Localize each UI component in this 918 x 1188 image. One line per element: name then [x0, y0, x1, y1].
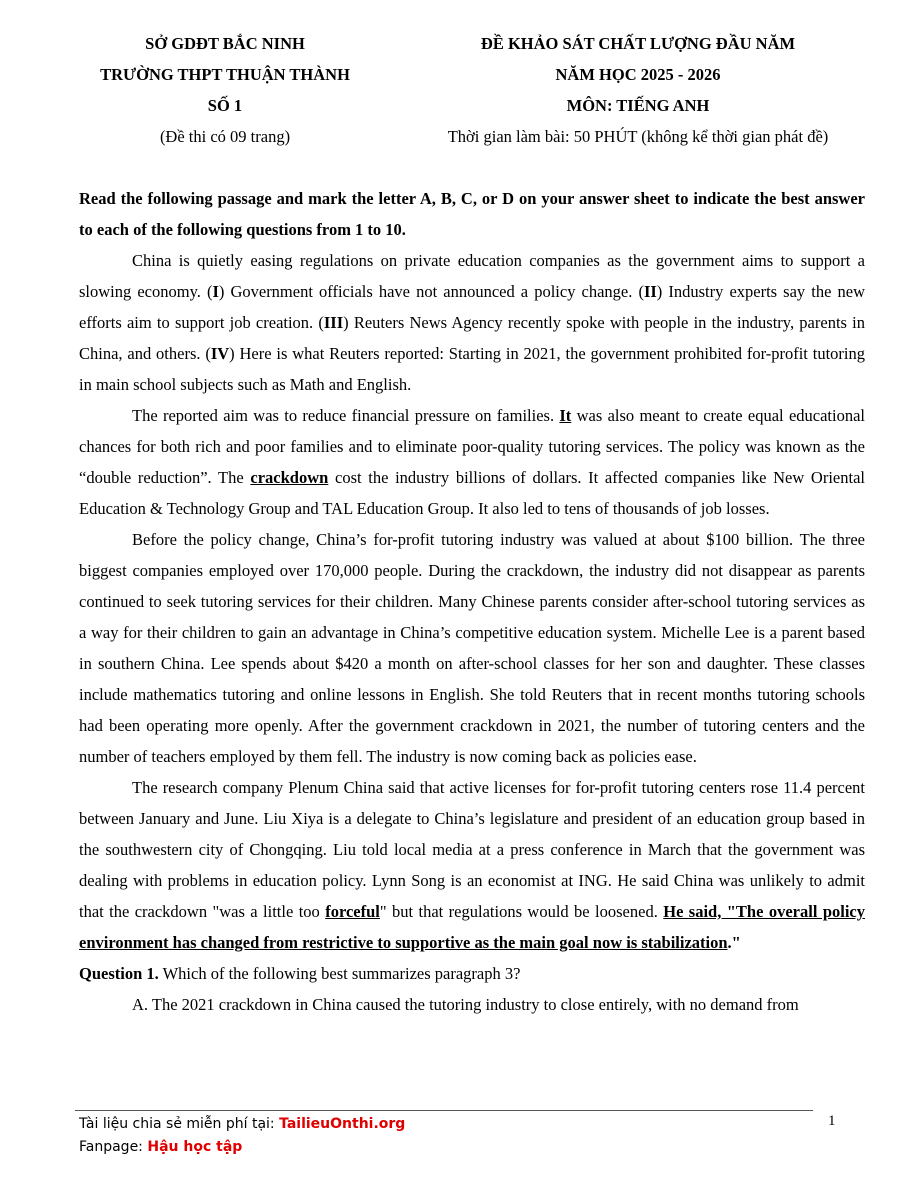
department-name: SỞ GDĐT BẮC NINH [145, 34, 305, 53]
paragraph-2 [79, 400, 865, 524]
question-1 [79, 958, 865, 989]
header-left [60, 28, 390, 152]
footer-line-1 [79, 1113, 405, 1136]
school-year: NĂM HỌC 2025 - 2026 [555, 65, 721, 84]
footer-site-link[interactable]: TailieuOnthi.org [279, 1116, 406, 1132]
exam-content [79, 183, 865, 1020]
underlined-it: It [559, 406, 572, 425]
paragraph-4 [79, 772, 865, 958]
marker-iii: III [323, 313, 344, 332]
footer-share-label: Tài liệu chia sẻ miễn phí tại: [79, 1116, 280, 1132]
footer [79, 1113, 405, 1159]
p4-text-b: " but that regulations would be loosened. [379, 902, 664, 921]
underlined-crackdown: crackdown [250, 468, 329, 487]
p2-text-a: The reported aim was to reduce financial pressure on families. [132, 406, 560, 425]
p1-text-b: ) Government officials have not announced a policy change. ( [218, 282, 644, 301]
p1-text-e: ) Here is what Reuters reported: Starting in 2021, the government prohibited for-profit tutoring in main school subjects such as Math and English. [79, 344, 865, 394]
question-1-text: Which of the following best summarizes paragraph 3? [158, 964, 521, 983]
p2-text-b: was also meant to create equal educational chances for both rich and poor families and to eliminate poor-quality tutoring services. The policy was known as the “double reduction”. The [79, 406, 865, 487]
footer-line-2 [79, 1136, 405, 1159]
school-number: SỐ 1 [207, 96, 243, 115]
paragraph-1 [79, 245, 865, 400]
p1-text-c: ) Industry experts say the new efforts aim to support job creation. ( [79, 282, 865, 332]
question-1-option-a: A. The 2021 crackdown in China caused the tutoring industry to close entirely, with no demand from [132, 995, 799, 1014]
marker-i: I [212, 282, 219, 301]
question-1-label: Question 1. [79, 964, 159, 983]
underlined-quote: He said, "The overall policy environment has changed from restrictive to supportive as the main goal now is stabilization [79, 902, 865, 952]
page-number: 1 [828, 1113, 836, 1129]
p4-text-c: ." [727, 933, 741, 952]
underlined-forceful: forceful [325, 902, 380, 921]
footer-divider [75, 1110, 813, 1111]
instruction: Read the following passage and mark the letter A, B, C, or D on your answer sheet to indicate the best answer to each of the following questions from 1 to 10. [79, 189, 865, 239]
p1-text-d: ) Reuters News Agency recently spoke with people in the industry, parents in China, and others. ( [79, 313, 865, 363]
marker-ii: II [643, 282, 657, 301]
time-limit: Thời gian làm bài: 50 PHÚT (không kể thời gian phát đề) [447, 127, 829, 146]
paragraph-3: Before the policy change, China’s for-profit tutoring industry was valued at about $100 billion. The three biggest companies employed over 170,000 people. During the crackdown, the industry did not disappear as parents continued to seek tutoring services for their children. Many Chinese parents consider after-school tutoring services as a way for their children to gain an advantage in China’s competitive education system. Michelle Lee is a parent based in southern China. Lee spends about $420 a month on after-school classes for her son and daughter. These classes include mathematics tutoring and online lessons in English. She told Reuters that in recent months tutoring schools had been operating more openly. After the government crackdown in 2021, the number of tutoring centers and the number of teachers employed by them fell. The industry is now coming back as policies ease. [79, 530, 865, 766]
subject: MÔN: TIẾNG ANH [566, 96, 710, 115]
header-right [388, 28, 888, 152]
p1-text-a: China is quietly easing regulations on private education companies as the government aims to support a slowing economy. ( [79, 251, 865, 301]
page-count-note: (Đề thi có 09 trang) [159, 127, 291, 146]
p4-text-a: The research company Plenum China said that active licenses for for-profit tutoring centers rose 11.4 percent between January and June. Liu Xiya is a delegate to China’s legislature and president of an education group based in the southwestern city of Chongqing. Liu told local media at a press conference in March that the government was dealing with problems in education policy. Lynn Song is an economist at ING. He said China was unlikely to admit that the crackdown "was a little too [79, 778, 865, 921]
footer-fanpage-label: Fanpage: [79, 1139, 148, 1155]
p2-text-c: cost the industry billions of dollars. It affected companies like New Oriental Education & Technology Group and TAL Education Group. It also led to tens of thousands of job losses. [79, 468, 865, 518]
exam-title: ĐỀ KHẢO SÁT CHẤT LƯỢNG ĐẦU NĂM [480, 34, 796, 53]
school-name: TRƯỜNG THPT THUẬN THÀNH [100, 65, 350, 84]
marker-iv: IV [210, 344, 230, 363]
footer-fanpage-link[interactable]: Hậu học tập [147, 1139, 243, 1155]
